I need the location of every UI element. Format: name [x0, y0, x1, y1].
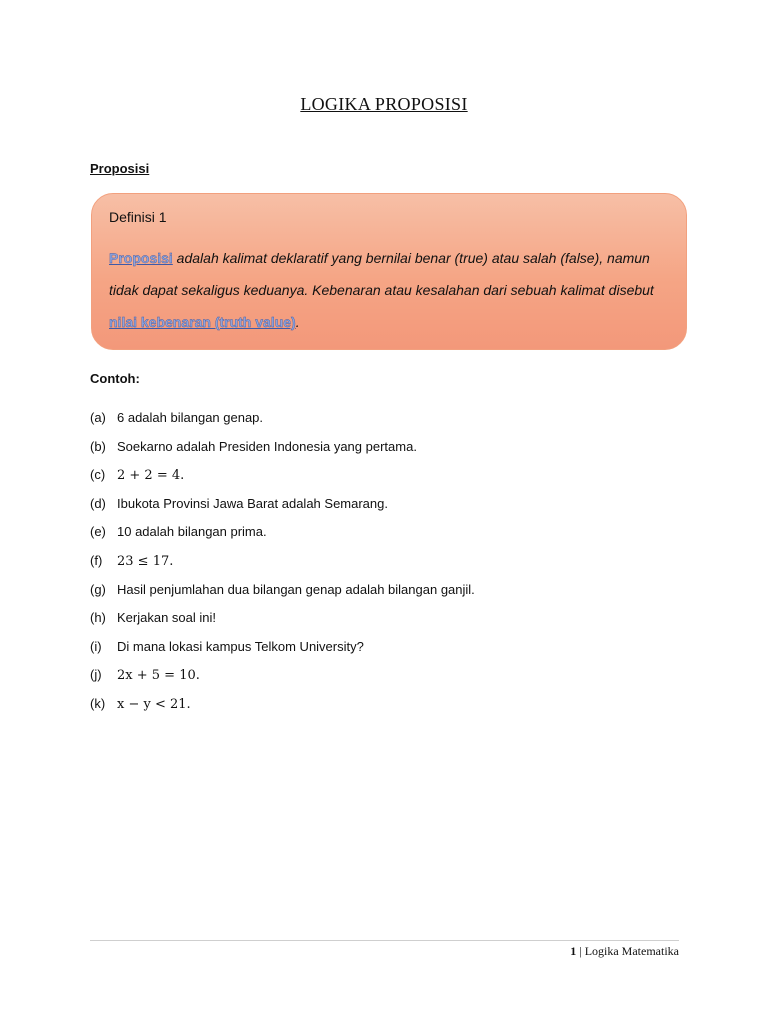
- example-label: (f): [90, 552, 103, 568]
- example-text: Di mana lokasi kampus Telkom University?: [117, 638, 364, 654]
- example-label: (h): [90, 610, 106, 626]
- example-text: Soekarno adalah Presiden Indonesia yang pertama.: [117, 438, 417, 454]
- examples-label: Contoh:: [90, 371, 140, 386]
- example-label: (j): [90, 667, 102, 683]
- definition-text-part-1: adalah kalimat deklaratif yang bernilai benar (true) atau salah (false), namun tidak dapat sekaligus keduanya. Kebenaran atau kesalahan dari sebuah kalimat disebut: [109, 250, 654, 298]
- page-footer: [570, 944, 679, 959]
- example-math: 2x + 5 = 10.: [117, 668, 200, 684]
- example-item: [90, 690, 475, 719]
- definition-text: [109, 242, 668, 338]
- footer-label: Logika Matematika: [584, 944, 679, 958]
- example-item: [90, 661, 475, 690]
- example-text: Kerjakan soal ini!: [117, 610, 216, 626]
- definition-title: Definisi 1: [109, 209, 167, 225]
- example-item: [90, 433, 475, 462]
- example-text: Hasil penjumlahan dua bilangan genap adalah bilangan ganjil.: [117, 581, 475, 597]
- page-number: 1: [570, 944, 577, 958]
- example-item: [90, 518, 475, 547]
- example-label: (k): [90, 695, 106, 711]
- example-item: [90, 547, 475, 576]
- example-item: [90, 633, 475, 662]
- example-math: 2 + 2 = 4.: [117, 468, 185, 484]
- section-heading: Proposisi: [90, 161, 150, 176]
- example-math: 23 ≤ 17.: [117, 553, 174, 569]
- definition-box: [91, 193, 687, 350]
- truth-value-term: nilai kebenaran (truth value): [109, 314, 296, 330]
- example-label: (c): [90, 467, 106, 483]
- definition-term: Proposisi: [109, 250, 173, 266]
- examples-list: [90, 404, 475, 719]
- example-label: (i): [90, 638, 102, 654]
- example-item: [90, 576, 475, 605]
- example-item: [90, 490, 475, 519]
- definition-text-part-2: .: [295, 314, 300, 330]
- footer-divider: [90, 940, 679, 941]
- example-label: (d): [90, 495, 106, 511]
- page-title: LOGIKA PROPOSISI: [300, 94, 468, 114]
- example-label: (e): [90, 524, 106, 540]
- footer-separator: |: [576, 944, 585, 958]
- example-item: [90, 461, 475, 490]
- example-item: [90, 404, 475, 433]
- example-item: [90, 604, 475, 633]
- example-label: (b): [90, 438, 106, 454]
- example-text: 10 adalah bilangan prima.: [117, 524, 267, 540]
- example-label: (a): [90, 410, 106, 425]
- example-label: (g): [90, 581, 106, 597]
- example-math: x − y < 21.: [117, 696, 191, 712]
- example-text: 6 adalah bilangan genap.: [117, 410, 264, 425]
- example-text: Ibukota Provinsi Jawa Barat adalah Semarang.: [117, 495, 388, 511]
